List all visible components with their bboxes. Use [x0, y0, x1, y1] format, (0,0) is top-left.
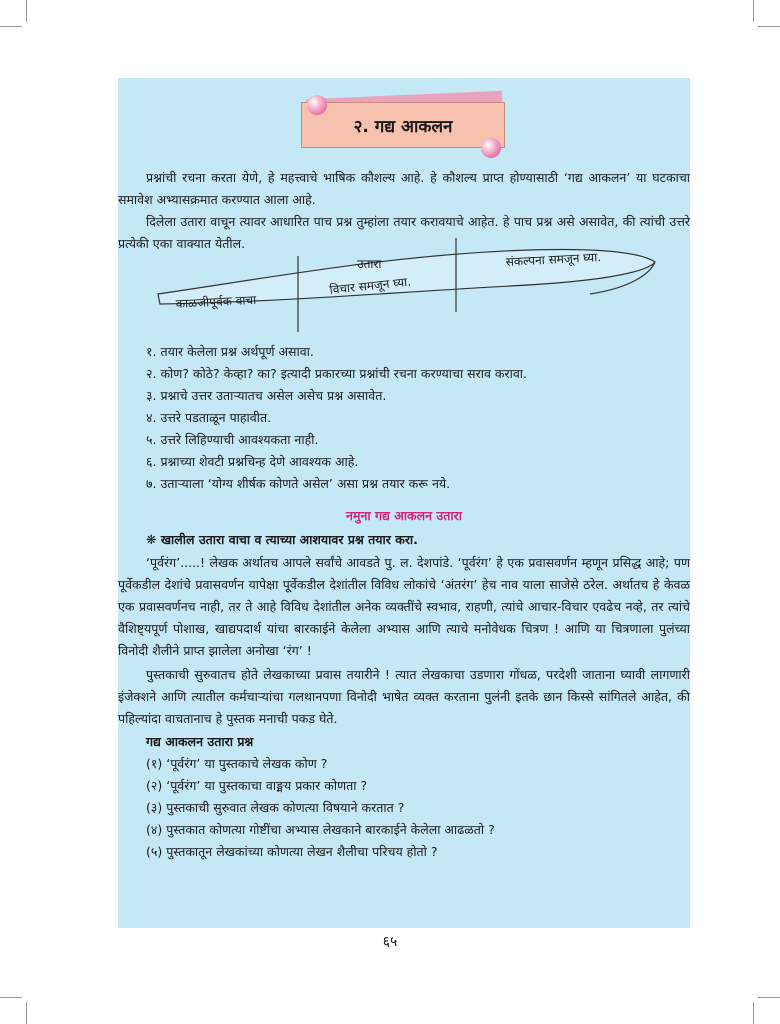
crop-mark [0, 26, 22, 27]
ribbon-diagram [150, 236, 660, 336]
question-item: (२) ‘पूर्वरंग’ या पुस्तकाचा वाङ्मय प्रकार कोणता ? [146, 778, 368, 793]
instruction: ❋ खालील उतारा वाचा व त्याच्या आशयावर प्रश्न तयार करा. [146, 532, 418, 547]
ribbon-utara: उतारा [357, 257, 382, 271]
crop-mark [758, 26, 780, 27]
passage-paragraph-2: पुस्तकाची सुरुवातच होते लेखकाच्या प्रवास तयारीने ! त्यात लेखकाचा उडणारा गोंधळ, परदेशी जाताना घ्यावी लागणारी इंजेक्शने आणि त्यातील कर्मचाऱ्यांचा गलथानपणा विनोदी भाषेत व्यक्त करताना पुलंनी इतके छान किस्से सांगितले आहेत, की पहिल्यांदा वाचतानाच हे पुस्तक मनाची पकड घेते. [118, 667, 690, 726]
crop-mark [26, 0, 27, 22]
ribbon-kaljipurvak: काळजीपूर्वक वाचा [175, 292, 257, 311]
chapter-title-box [301, 100, 505, 148]
rule-item: १. तयार केलेला प्रश्न अर्थपूर्ण असावा. [146, 344, 314, 359]
intro-paragraph-1: प्रश्नांची रचना करता येणे, हे महत्त्वाचे भाषिक कौशल्य आहे. हे कौशल्य प्राप्त होण्यासाठी ‘गद्य आकलन’ या घटकाचा समावेश अभ्यासक्रमात करण्यात आला आहे. [118, 170, 690, 207]
rule-item: २. कोण? कोठे? केव्हा? का? इत्यादी प्रकारच्या प्रश्नांची रचना करण्याचा सराव करावा. [146, 366, 528, 381]
crop-mark [753, 1002, 754, 1024]
crop-mark [0, 997, 22, 998]
intro-paragraph-2: दिलेला उतारा वाचून त्यावर आधारित पाच प्रश्न तुम्हांला तयार करावयाचे आहेत. हे पाच प्रश्न असे असावेत, की त्यांची उत्तरे प्रत्येकी एका वाक्यात येतील. [118, 214, 690, 251]
rule-item: ३. प्रश्नाचे उत्तर उताऱ्यातच असेल असेच प्रश्न असावेत. [146, 388, 387, 403]
rule-item: ५. उत्तरे लिहिण्याची आवश्यकता नाही. [146, 432, 319, 447]
question-item: (३) पुस्तकाची सुरुवात लेखक कोणत्या विषयाने करतात ? [146, 800, 405, 815]
question-item: (४) पुस्तकात कोणत्या गोष्टींचा अभ्यास लेखकाने बारकाईने केलेला आढळतो ? [146, 822, 495, 837]
bead-decoration [481, 138, 501, 158]
passage-paragraph-1: ‘पूर्वरंग’.....! लेखक अर्थातच आपले सर्वांचे आवडते पु. ल. देशपांडे. ‘पूर्वरंग’ हे एक प्रवासवर्णन म्हणून प्रसिद्ध आहे; पण पूर्वेकडील देशांचे प्रवासवर्णन यापेक्षा पूर्वेकडील देशांतील विविध लोकांचे ‘अंतरंग’ हेच नाव याला साजेसे ठरेल. अर्थातच हे केवळ एक प्रवासवर्णनच नाही, तर ते आहे विविध देशांतील अनेक व्यक्तींचे स्वभाव, राहणी, त्यांचे आचार-विचार एवढेच नव्हे, तर त्यांचे वैशिष्ट्यपूर्ण पोशाख, खाद्यपदार्थ यांचा बारकाईने केलेला अभ्यास आणि त्याचे मनोवेधक चित्रण ! आणि या चित्रणाला पुलंच्या विनोदी शैलीने प्राप्त झालेला अनोखा ‘रंग’ ! [118, 555, 690, 658]
crop-mark [758, 997, 780, 998]
ribbon-vichar: विचार समजून घ्या. [328, 274, 412, 297]
questions-heading: गद्य आकलन उतारा प्रश्न [146, 734, 254, 749]
bead-decoration [307, 95, 327, 115]
rule-item: ७. उताऱ्याला ‘योग्य शीर्षक कोणते असेल’ असा प्रश्न तयार करू नये. [146, 476, 451, 491]
ribbon-sankalpana: संकल्पना समजून घ्या. [505, 250, 602, 269]
question-item: (५) पुस्तकातून लेखकांच्या कोणत्या लेखन शैलीचा परिचय होतो ? [146, 844, 438, 859]
rule-item: ६. प्रश्नाच्या शेवटी प्रश्नचिन्ह देणे आवश्यक आहे. [146, 454, 359, 469]
page-number: ६५ [382, 934, 398, 950]
question-item: (१) ‘पूर्वरंग’ या पुस्तकाचे लेखक कोण ? [146, 756, 328, 771]
crop-mark [753, 0, 754, 22]
rule-item: ४. उत्तरे पडताळून पाहावीत. [146, 410, 272, 425]
chapter-title: २. गद्य आकलन [301, 102, 505, 148]
crop-mark [26, 1002, 27, 1024]
sample-heading: नमुना गद्य आकलन उतारा [346, 508, 462, 523]
